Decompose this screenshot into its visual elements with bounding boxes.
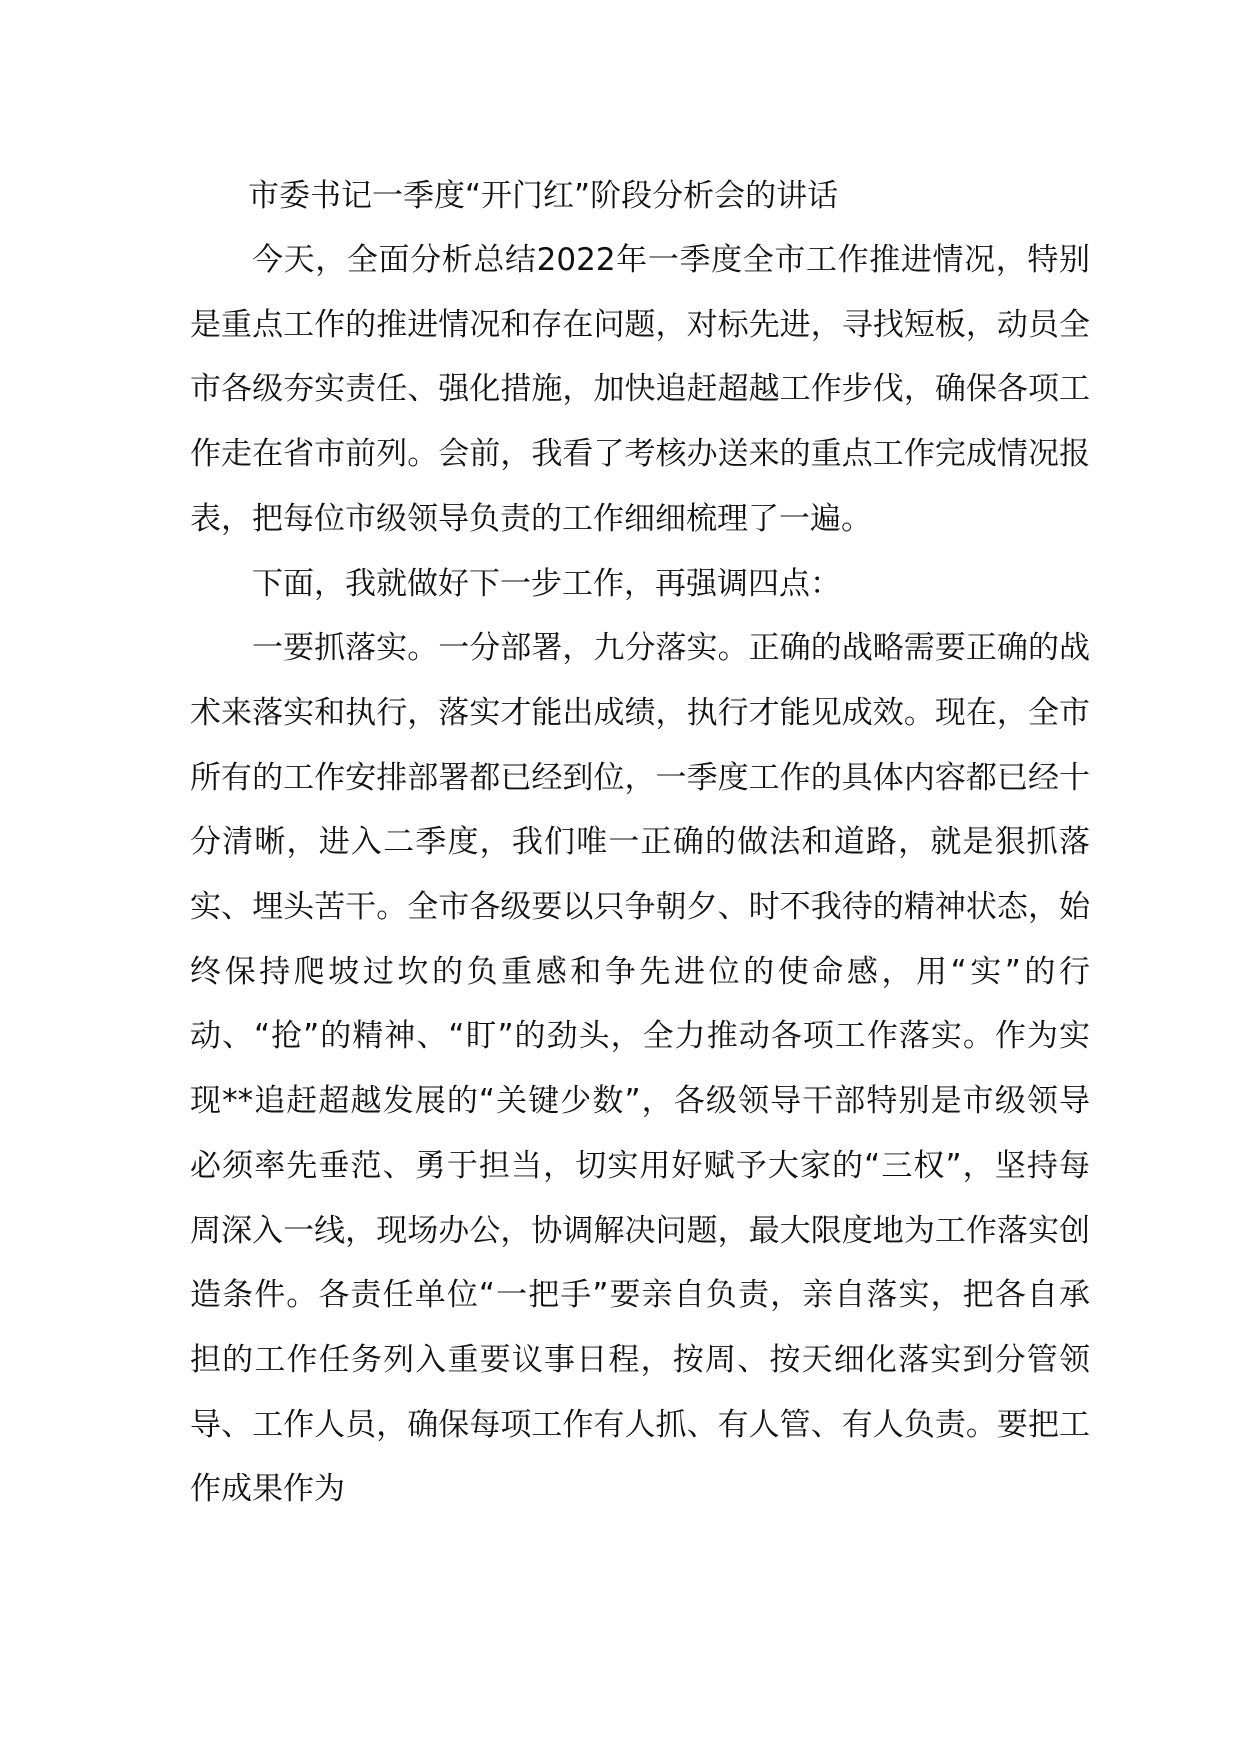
document-title: 市委书记一季度“开门红”阶段分析会的讲话 — [248, 178, 839, 214]
paragraph-four-points: 下面，我就做好下一步工作，再强调四点： — [252, 565, 841, 602]
document-body — [190, 164, 1090, 1522]
paragraph-implementation: 一要抓落实。一分部署，九分落实。正确的战略需要正确的战术来落实和执行，落实才能出成绩，执行才能见成效。现在，全市所有的工作安排部署都已经到位，一季度工作的具体内容都已经十分清晰，进入二季度，我们唯一正确的做法和道路，就是狠抓落实、埋头苦干。全市各级要以只争朝夕、时不我待的精神状态，始终保持爬坡过坎的负重感和争先进位的使命感，用“实”的行动、“抢”的精神、“盯”的劲头，全力推动各项工作落实。作为实现**追赶超越发展的“关键少数”，各级领导干部特别是市级领导必须率先垂范、勇于担当，切实用好赋予大家的“三权”，坚持每周深入一线，现场办公，协调解决问题，最大限度地为工作落实创造条件。各责任单位“一把手”要亲自负责，亲自落实，把各自承担的工作任务列入重要议事日程，按周、按天细化落实到分管领导、工作人员，确保每项工作有人抓、有人管、有人负责。要把工作成果作为 — [190, 630, 1090, 1508]
paragraph-opening: 今天，全面分析总结2022年一季度全市工作推进情况，特别是重点工作的推进情况和存在问题，对标先进，寻找短板，动员全市各级夯实责任、强化措施，加快追赶超越工作步伐，确保各项工作走在省市前列。会前，我看了考核办送来的重点工作完成情况报表，把每位市级领导负责的工作细细梳理了一遍。 — [190, 242, 1090, 537]
